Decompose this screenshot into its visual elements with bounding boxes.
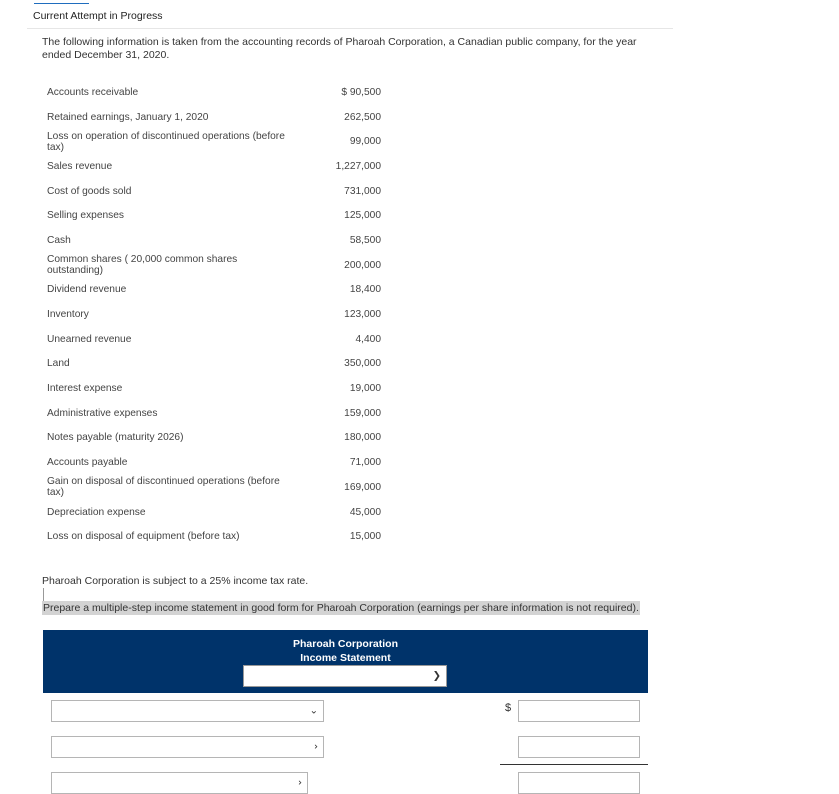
- attempt-status: Current Attempt in Progress: [33, 10, 163, 22]
- account-name: Retained earnings, January 1, 2020: [47, 111, 209, 123]
- amount-input-1[interactable]: [518, 700, 640, 722]
- link-stub[interactable]: [34, 0, 89, 4]
- account-name: Depreciation expense: [47, 506, 146, 518]
- account-amount: 350,000: [344, 358, 381, 370]
- account-amount: 169,000: [344, 481, 381, 493]
- account-data-table: [47, 80, 387, 549]
- chevron-right-icon: ›: [314, 741, 318, 753]
- account-row: [47, 450, 387, 475]
- chevron-right-icon: ›: [298, 777, 302, 789]
- chevron-down-icon: ❯: [432, 670, 441, 682]
- statement-company: Pharoah Corporation: [292, 638, 398, 650]
- account-row: [47, 524, 387, 549]
- account-amount: 18,400: [349, 284, 381, 296]
- account-amount: 19,000: [349, 383, 381, 395]
- account-row: [47, 80, 387, 105]
- account-name: Inventory: [47, 309, 89, 321]
- account-name: Cost of goods sold: [47, 185, 132, 197]
- text-cursor: [43, 588, 44, 601]
- account-name: Sales revenue: [47, 160, 113, 172]
- account-row: [47, 475, 387, 500]
- account-name: Administrative expenses: [47, 407, 158, 419]
- account-row: [47, 105, 387, 130]
- account-name: Common shares ( 20,000 common shares outstanding): [47, 254, 238, 277]
- divider: [27, 28, 673, 29]
- account-row: [47, 203, 387, 228]
- account-row: [47, 228, 387, 253]
- account-amount: 99,000: [349, 136, 381, 148]
- account-amount: 200,000: [344, 259, 381, 271]
- line-item-select-1[interactable]: [51, 700, 324, 722]
- line-item-select-2[interactable]: [51, 736, 324, 758]
- account-amount: 123,000: [344, 309, 381, 321]
- account-row: [47, 278, 387, 303]
- line-item-select-3[interactable]: [51, 772, 308, 794]
- problem-intro: The following information is taken from the accounting records of Pharoah Corporation, a Canadian public company, for the year ended December 31, 2020.: [42, 36, 637, 61]
- account-amount: 1,227,000: [335, 160, 381, 172]
- account-name: Accounts receivable: [47, 86, 139, 98]
- tax-rate-note: Pharoah Corporation is subject to a 25% income tax rate.: [42, 575, 309, 587]
- instruction-text: Prepare a multiple-step income statement in good form for Pharoah Corporation (earnings per share information is not required).: [43, 602, 639, 614]
- account-amount: 731,000: [344, 185, 381, 197]
- currency-symbol: $: [505, 702, 512, 714]
- account-row: [47, 129, 387, 154]
- account-name: Dividend revenue: [47, 284, 127, 296]
- subtotal-rule: [500, 764, 648, 765]
- account-row: [47, 376, 387, 401]
- account-name: Accounts payable: [47, 457, 128, 469]
- account-amount: 45,000: [349, 506, 381, 518]
- account-row: [47, 154, 387, 179]
- account-name: Unearned revenue: [47, 333, 132, 345]
- account-name: Interest expense: [47, 383, 123, 395]
- account-amount: 58,500: [349, 234, 381, 246]
- account-name: Selling expenses: [47, 210, 125, 222]
- account-name: Land: [47, 358, 70, 370]
- account-amount: 180,000: [344, 432, 381, 444]
- account-name: Notes payable (maturity 2026): [47, 432, 184, 444]
- account-row: [47, 426, 387, 451]
- period-select[interactable]: [243, 665, 447, 687]
- chevron-down-icon: ⌄: [309, 705, 318, 717]
- account-row: [47, 327, 387, 352]
- account-row: [47, 253, 387, 278]
- account-row: [47, 500, 387, 525]
- account-amount: 262,500: [344, 111, 381, 123]
- amount-input-2[interactable]: [518, 736, 640, 758]
- account-amount: $ 90,500: [341, 86, 381, 98]
- account-amount: 125,000: [344, 210, 381, 222]
- account-name: Loss on operation of discontinued operations (before tax): [47, 130, 285, 153]
- account-amount: 159,000: [344, 407, 381, 419]
- account-row: [47, 401, 387, 426]
- account-row: [47, 352, 387, 377]
- account-name: Cash: [47, 234, 71, 246]
- account-amount: 15,000: [349, 531, 381, 543]
- account-row: [47, 179, 387, 204]
- account-row: [47, 302, 387, 327]
- amount-input-3[interactable]: [518, 772, 640, 794]
- account-name: Gain on disposal of discontinued operations (before tax): [47, 476, 280, 499]
- account-amount: 4,400: [355, 333, 381, 345]
- account-amount: 71,000: [349, 457, 381, 469]
- statement-title: Income Statement: [300, 652, 391, 664]
- account-name: Loss on disposal of equipment (before tax): [47, 531, 240, 543]
